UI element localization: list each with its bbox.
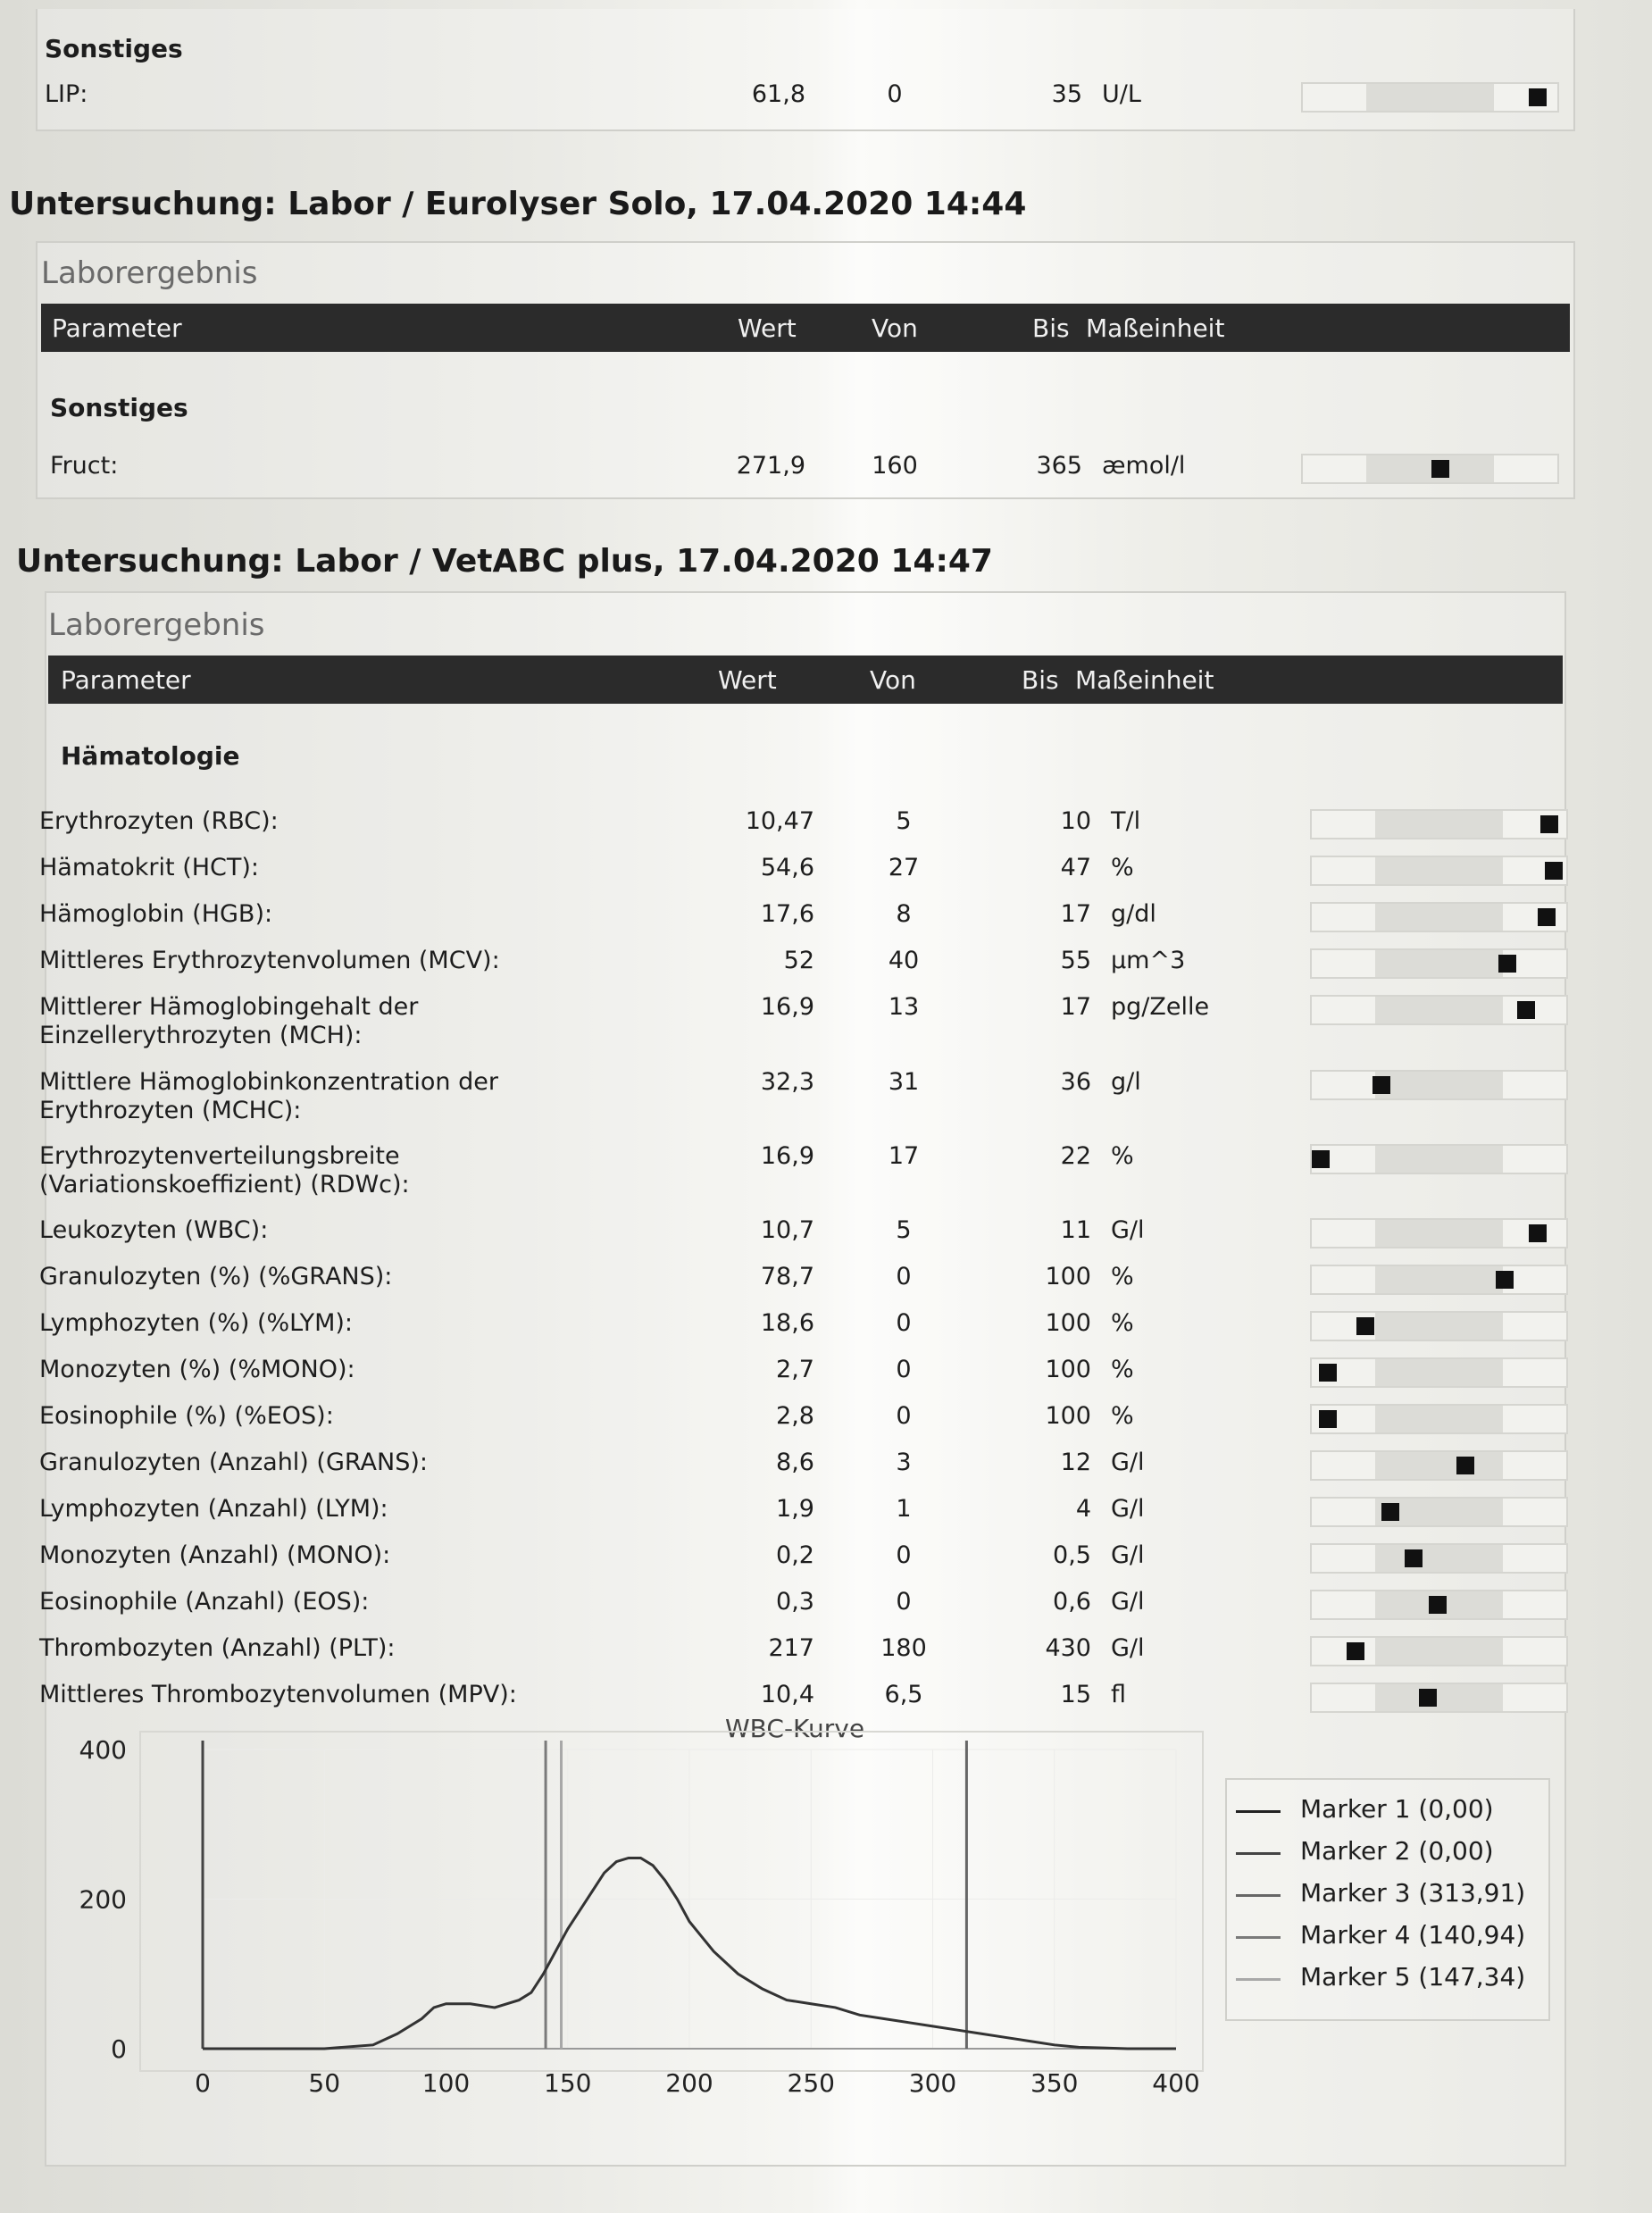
param-name: LIP: — [45, 80, 88, 108]
param-name: Erythrozytenverteilungsbreite (Variationskoeffizient) (RDWc): — [39, 1142, 410, 1198]
range-to: 17 — [1060, 993, 1091, 1021]
legend-label: Marker 5 (147,34) — [1300, 1962, 1526, 1992]
unit: % — [1111, 1309, 1134, 1337]
result-row — [39, 1142, 1564, 1198]
result-row — [39, 993, 1564, 1049]
plot-frame — [140, 1732, 1203, 2071]
value-marker — [1356, 1317, 1374, 1335]
range-to: 100 — [1045, 1309, 1091, 1337]
range-to: 22 — [1060, 1142, 1091, 1170]
range-to: 4 — [1075, 1495, 1091, 1523]
range-indicator-bar — [1310, 902, 1568, 932]
group-heading: Sonstiges — [50, 393, 188, 422]
unit: G/l — [1111, 1588, 1145, 1616]
range-indicator-bar — [1310, 1450, 1568, 1481]
top-card — [36, 9, 1575, 131]
param-name: Monozyten (%) (%MONO): — [39, 1356, 355, 1383]
group-heading: Hämatologie — [61, 741, 240, 771]
range-indicator-bar — [1310, 1357, 1568, 1388]
result-row — [39, 1402, 1564, 1447]
range-to: 15 — [1060, 1681, 1091, 1708]
y-tick-label: 0 — [111, 2034, 127, 2064]
chart-legend — [1225, 1778, 1550, 2021]
chart-title: WBC-Kurve — [725, 1714, 865, 1743]
range-to: 100 — [1045, 1263, 1091, 1290]
unit: G/l — [1111, 1216, 1145, 1244]
wbc-plot — [46, 1714, 1207, 2142]
param-name: Eosinophile (%) (%EOS): — [39, 1402, 334, 1430]
result-row — [39, 1449, 1564, 1493]
range-indicator-bar — [1310, 1404, 1568, 1434]
result-row — [39, 1495, 1564, 1540]
col-bis: Bis — [1022, 665, 1059, 695]
unit: g/dl — [1111, 900, 1156, 928]
param-name: Thrombozyten (Anzahl) (PLT): — [39, 1634, 396, 1662]
value-marker — [1545, 862, 1563, 880]
value: 10,4 — [760, 1681, 814, 1708]
table-header — [41, 304, 1570, 352]
range-indicator-bar — [1310, 809, 1568, 839]
x-tick-label: 350 — [1030, 2068, 1079, 2098]
group-heading: Sonstiges — [45, 34, 183, 63]
value-marker — [1540, 815, 1558, 833]
result-row-fruct — [38, 452, 1556, 497]
y-tick-label: 400 — [79, 1735, 127, 1765]
range-to: 11 — [1060, 1216, 1091, 1244]
result-row — [39, 1263, 1564, 1307]
x-tick-label: 400 — [1152, 2068, 1200, 2098]
value-marker — [1319, 1364, 1337, 1382]
x-tick-label: 0 — [195, 2068, 211, 2098]
result-row — [39, 1541, 1564, 1586]
result-row — [39, 1309, 1564, 1354]
range-to: 100 — [1045, 1356, 1091, 1383]
range-from: 0 — [896, 1541, 912, 1569]
param-name: Eosinophile (Anzahl) (EOS): — [39, 1588, 370, 1616]
value-marker — [1405, 1549, 1423, 1567]
range-indicator-bar — [1310, 1144, 1568, 1174]
param-name: Mittleres Thrombozytenvolumen (MPV): — [39, 1681, 517, 1708]
range-to: 12 — [1060, 1449, 1091, 1476]
x-tick-label: 200 — [665, 2068, 713, 2098]
range-to: 365 — [1036, 452, 1082, 480]
range-indicator-bar — [1310, 995, 1568, 1025]
range-from: 3 — [896, 1449, 912, 1476]
value: 78,7 — [760, 1263, 814, 1290]
unit: G/l — [1111, 1541, 1145, 1569]
unit: % — [1111, 1263, 1134, 1290]
range-from: 180 — [880, 1634, 927, 1662]
range-indicator-bar — [1310, 1543, 1568, 1574]
unit: G/l — [1111, 1449, 1145, 1476]
range-from: 13 — [888, 993, 920, 1021]
range-to: 10 — [1060, 807, 1091, 835]
range-from: 0 — [896, 1356, 912, 1383]
legend-swatch — [1236, 1894, 1281, 1897]
param-name: Monozyten (Anzahl) (MONO): — [39, 1541, 391, 1569]
value-marker — [1498, 955, 1516, 973]
legend-label: Marker 4 (140,94) — [1300, 1920, 1526, 1950]
col-unit: Maßeinheit — [1086, 313, 1225, 343]
unit: æmol/l — [1102, 452, 1186, 480]
unit: % — [1111, 854, 1134, 881]
value: 16,9 — [760, 993, 814, 1021]
value: 8,6 — [776, 1449, 814, 1476]
x-tick-label: 150 — [544, 2068, 592, 2098]
result-row — [39, 947, 1564, 991]
section-heading-vetabc: Untersuchung: Labor / VetABC plus, 17.04.2020 14:47 — [16, 543, 993, 580]
result-row — [39, 854, 1564, 898]
range-from: 5 — [896, 807, 912, 835]
unit: pg/Zelle — [1111, 993, 1210, 1021]
range-indicator-bar — [1310, 1218, 1568, 1248]
x-tick-label: 50 — [308, 2068, 341, 2098]
result-row — [39, 900, 1564, 945]
range-to: 0,5 — [1053, 1541, 1091, 1569]
value: 32,3 — [760, 1068, 814, 1096]
value: 0,3 — [776, 1588, 814, 1616]
param-name: Hämoglobin (HGB): — [39, 900, 273, 928]
col-parameter: Parameter — [52, 313, 182, 343]
value: 271,9 — [736, 452, 805, 480]
result-row — [39, 1588, 1564, 1633]
value: 61,8 — [751, 80, 805, 108]
result-row — [39, 807, 1564, 852]
value-marker — [1517, 1001, 1535, 1019]
x-tick-label: 300 — [908, 2068, 957, 2098]
range-indicator-bar — [1310, 1683, 1568, 1713]
range-indicator-bar — [1310, 1590, 1568, 1620]
range-to: 0,6 — [1053, 1588, 1091, 1616]
value-marker — [1431, 460, 1449, 478]
value: 16,9 — [760, 1142, 814, 1170]
unit: % — [1111, 1402, 1134, 1430]
value-marker — [1529, 88, 1547, 106]
result-row — [39, 1634, 1564, 1679]
range-from: 0 — [896, 1588, 912, 1616]
col-von: Von — [872, 313, 918, 343]
value: 18,6 — [760, 1309, 814, 1337]
range-indicator-bar — [1310, 1070, 1568, 1100]
result-row — [39, 1356, 1564, 1400]
range-indicator-bar — [1310, 1311, 1568, 1341]
range-from: 0 — [896, 1402, 912, 1430]
value-marker — [1529, 1224, 1547, 1242]
range-indicator-bar — [1310, 1636, 1568, 1666]
col-unit: Maßeinheit — [1075, 665, 1214, 695]
range-indicator-bar — [1310, 856, 1568, 886]
unit: fl — [1111, 1681, 1127, 1708]
value-marker — [1347, 1642, 1364, 1660]
unit: T/l — [1111, 807, 1141, 835]
section-subheading: Laborergebnis — [48, 607, 265, 643]
param-name: Granulozyten (%) (%GRANS): — [39, 1263, 393, 1290]
param-name: Lymphozyten (%) (%LYM): — [39, 1309, 354, 1337]
range-from: 0 — [887, 80, 903, 108]
range-to: 47 — [1060, 854, 1091, 881]
value-marker — [1496, 1271, 1514, 1289]
range-from: 8 — [896, 900, 912, 928]
legend-swatch — [1236, 1936, 1281, 1939]
value-marker — [1429, 1596, 1447, 1614]
unit: µm^3 — [1111, 947, 1186, 974]
y-tick-label: 200 — [79, 1884, 127, 1915]
param-name: Granulozyten (Anzahl) (GRANS): — [39, 1449, 428, 1476]
range-indicator-bar — [1301, 454, 1559, 484]
range-indicator-bar — [1301, 82, 1559, 113]
vetabc-card — [39, 591, 1566, 2167]
unit: U/L — [1102, 80, 1141, 108]
col-wert: Wert — [738, 313, 797, 343]
range-from: 0 — [896, 1263, 912, 1290]
value: 17,6 — [760, 900, 814, 928]
legend-swatch — [1236, 1810, 1281, 1813]
col-wert: Wert — [718, 665, 777, 695]
range-to: 430 — [1045, 1634, 1091, 1662]
range-from: 40 — [888, 947, 920, 974]
range-to: 17 — [1060, 900, 1091, 928]
range-from: 0 — [896, 1309, 912, 1337]
table-header — [48, 656, 1563, 704]
value: 54,6 — [760, 854, 814, 881]
value-marker — [1319, 1410, 1337, 1428]
param-name: Erythrozyten (RBC): — [39, 807, 279, 835]
range-from: 1 — [896, 1495, 912, 1523]
value: 10,47 — [745, 807, 814, 835]
legend-swatch — [1236, 1978, 1281, 1981]
range-indicator-bar — [1310, 1265, 1568, 1295]
col-parameter: Parameter — [61, 665, 191, 695]
result-row — [39, 1068, 1564, 1124]
section-subheading: Laborergebnis — [41, 255, 258, 291]
x-tick-label: 250 — [787, 2068, 835, 2098]
range-from: 31 — [888, 1068, 920, 1096]
range-indicator-bar — [1310, 948, 1568, 979]
value-marker — [1381, 1503, 1399, 1521]
param-name: Mittleres Erythrozytenvolumen (MCV): — [39, 947, 500, 974]
range-indicator-bar — [1310, 1497, 1568, 1527]
legend-swatch — [1236, 1852, 1281, 1855]
param-name: Mittlere Hämoglobinkonzentration der Erythrozyten (MCHC): — [39, 1068, 498, 1124]
value-marker — [1538, 908, 1556, 926]
param-name: Leukozyten (WBC): — [39, 1216, 269, 1244]
col-bis: Bis — [1032, 313, 1070, 343]
eurolyser-card — [36, 241, 1575, 499]
value: 2,8 — [776, 1402, 814, 1430]
legend-label: Marker 1 (0,00) — [1300, 1794, 1494, 1824]
result-row — [39, 1216, 1564, 1261]
legend-label: Marker 2 (0,00) — [1300, 1836, 1494, 1866]
unit: G/l — [1111, 1634, 1145, 1662]
param-name: Lymphozyten (Anzahl) (LYM): — [39, 1495, 388, 1523]
param-name: Fruct: — [50, 452, 119, 480]
unit: G/l — [1111, 1495, 1145, 1523]
range-from: 6,5 — [884, 1681, 923, 1708]
value: 1,9 — [776, 1495, 814, 1523]
value: 10,7 — [760, 1216, 814, 1244]
param-name: Mittlerer Hämoglobingehalt der Einzellerythrozyten (MCH): — [39, 993, 419, 1049]
range-from: 17 — [888, 1142, 920, 1170]
param-name: Hämatokrit (HCT): — [39, 854, 260, 881]
value: 0,2 — [776, 1541, 814, 1569]
unit: % — [1111, 1356, 1134, 1383]
unit: % — [1111, 1142, 1134, 1170]
value-marker — [1312, 1150, 1330, 1168]
value-marker — [1456, 1457, 1474, 1474]
value: 217 — [768, 1634, 814, 1662]
wbc-chart — [46, 1714, 1564, 2142]
value-marker — [1419, 1689, 1437, 1707]
legend-label: Marker 3 (313,91) — [1300, 1878, 1526, 1908]
range-from: 27 — [888, 854, 920, 881]
range-from: 5 — [896, 1216, 912, 1244]
range-to: 35 — [1051, 80, 1082, 108]
range-to: 36 — [1060, 1068, 1091, 1096]
value-marker — [1372, 1076, 1390, 1094]
section-heading-eurolyser: Untersuchung: Labor / Eurolyser Solo, 17.04.2020 14:44 — [9, 186, 1027, 222]
value: 2,7 — [776, 1356, 814, 1383]
col-von: Von — [870, 665, 916, 695]
value: 52 — [783, 947, 814, 974]
result-row-lip — [38, 80, 1556, 125]
range-to: 100 — [1045, 1402, 1091, 1430]
range-from: 160 — [872, 452, 918, 480]
x-tick-label: 100 — [421, 2068, 471, 2098]
range-to: 55 — [1060, 947, 1091, 974]
unit: g/l — [1111, 1068, 1141, 1096]
